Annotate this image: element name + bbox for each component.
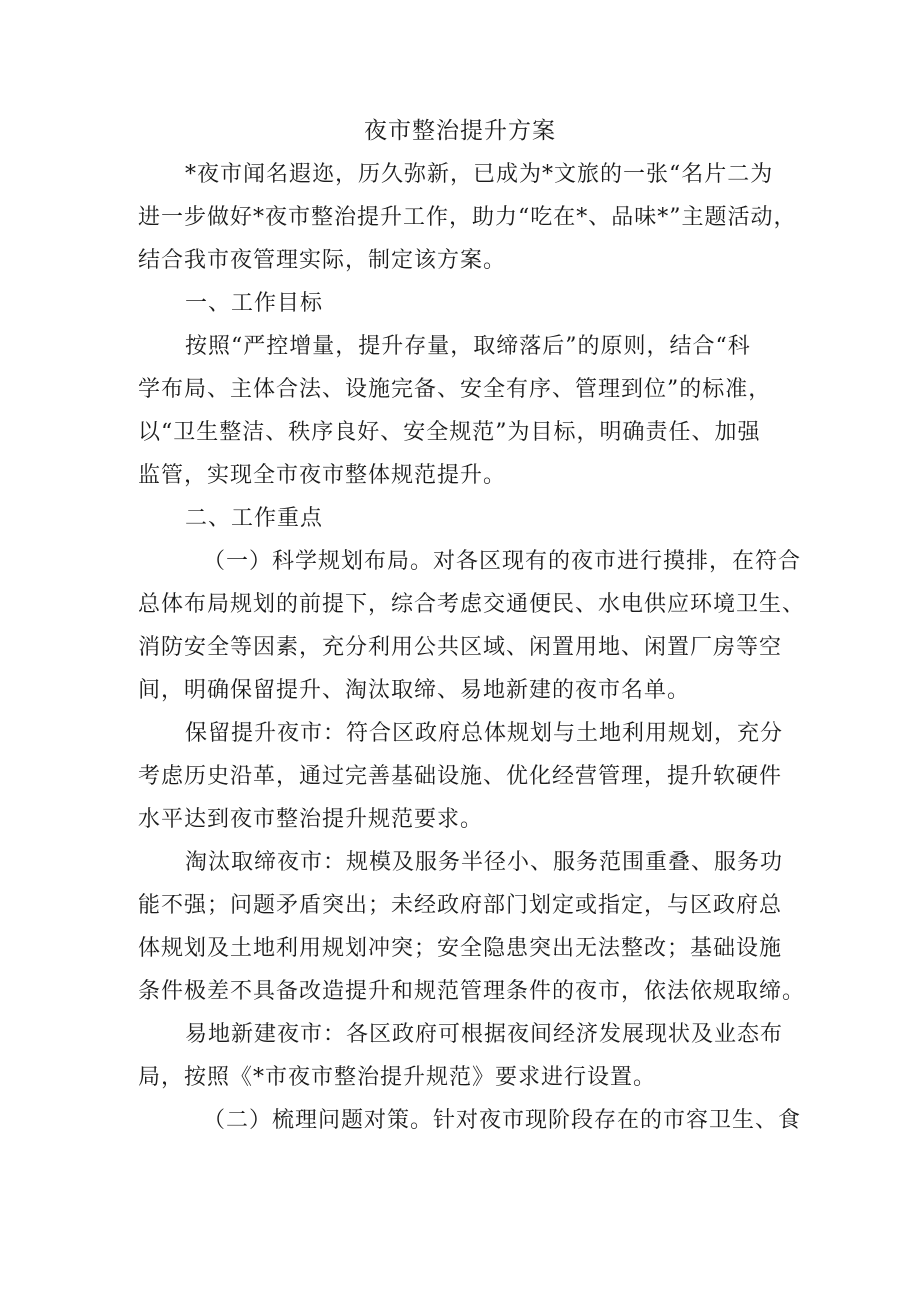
body-line: 以“卫生整洁、秩序良好、安全规范”为目标，明确责任、加强 [138, 420, 761, 445]
body-line: 水平达到夜市整治提升规范要求。 [138, 807, 484, 832]
body-line: 进一步做好*夜市整治提升工作，助力“吃在*、品味*”主题活动， [138, 205, 797, 230]
body-line: 间，明确保留提升、淘汰取缔、易地新建的夜市名单。 [138, 678, 691, 703]
body-line: 易地新建夜市：各区政府可根据夜间经济发展现状及业态布 [185, 1022, 784, 1047]
body-line: 消防安全等因素，充分利用公共区域、闲置用地、闲置厂房等空 [138, 635, 783, 660]
body-line: *夜市闻名遐迩，历久弥新，已成为*文旅的一张“名片二为 [185, 162, 774, 187]
body-line: 学布局、主体合法、设施完备、安全有序、管理到位”的标准， [138, 377, 772, 402]
body-line: 监管，实现全市夜市整体规范提升。 [138, 463, 507, 488]
section-heading: 一、工作目标 [185, 291, 324, 316]
body-line: 按照“严控增量，提升存量，取缔落后”的原则，结合“科 [185, 334, 751, 359]
body-line: 能不强；问题矛盾突出；未经政府部门划定或指定，与区政府总 [138, 893, 783, 918]
body-line: 淘汰取缔夜市：规模及服务半径小、服务范围重叠、服务功 [185, 850, 784, 875]
body-line: 考虑历史沿革，通过完善基础设施、优化经营管理，提升软硬件 [138, 764, 783, 789]
body-line: （二）梳理问题对策。针对夜市现阶段存在的市容卫生、食 [203, 1108, 802, 1133]
section-heading: 二、工作重点 [185, 506, 324, 531]
document-title: 夜市整治提升方案 [364, 118, 556, 144]
body-line: 体规划及土地利用规划冲突；安全隐患突出无法整改；基础设施 [138, 936, 783, 961]
body-line: 条件极差不具备改造提升和规范管理条件的夜市，依法依规取缔。 [138, 979, 806, 1004]
body-line: 总体布局规划的前提下，综合考虑交通便民、水电供应环境卫生、 [138, 592, 806, 617]
body-line: 结合我市夜管理实际，制定该方案。 [138, 248, 507, 273]
body-line: 保留提升夜市：符合区政府总体规划与土地利用规划，充分 [185, 721, 784, 746]
body-line: 局，按照《*市夜市整治提升规范》要求进行设置。 [138, 1065, 657, 1090]
body-line: （一）科学规划布局。对各区现有的夜市进行摸排，在符合 [203, 549, 802, 574]
